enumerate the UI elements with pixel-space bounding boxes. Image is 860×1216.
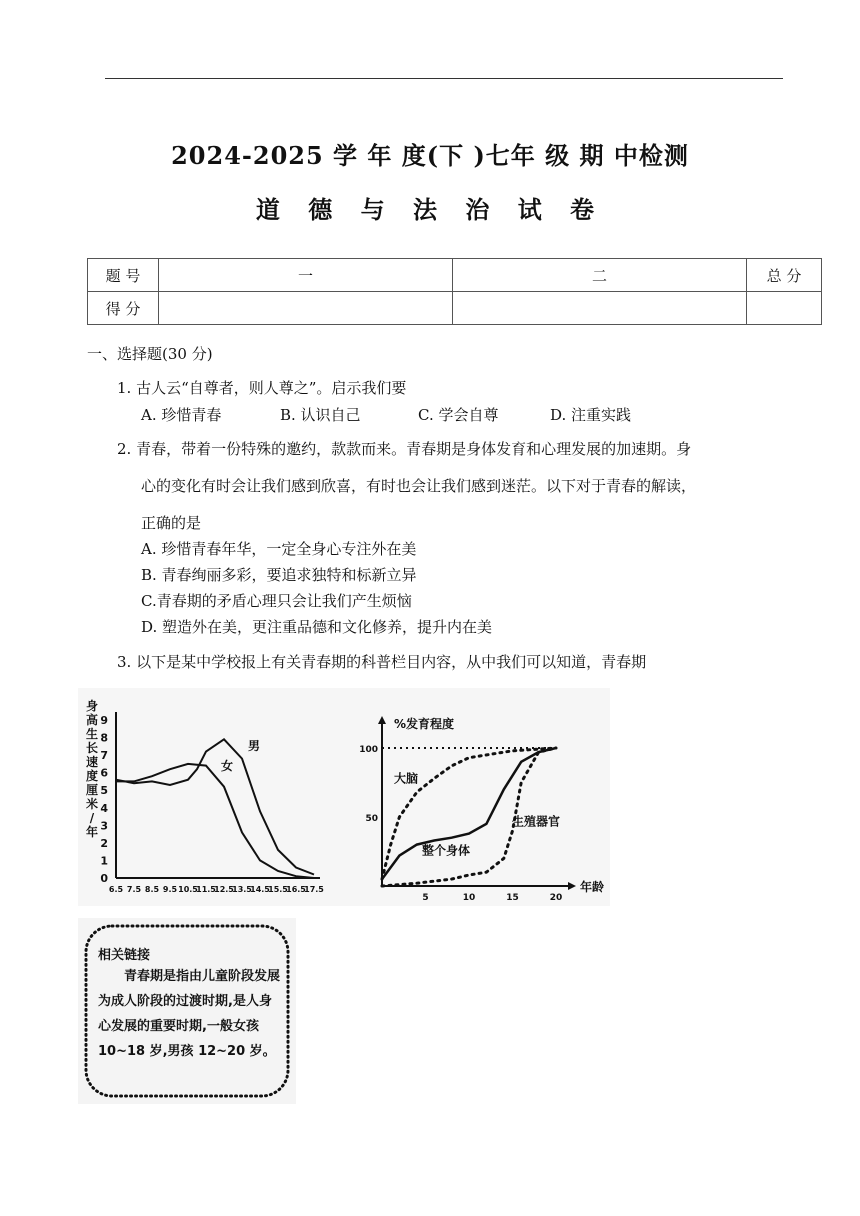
score-input-cell[interactable] <box>453 292 747 325</box>
chart1-x-tick-label: 8.5 <box>144 885 160 894</box>
question-2-option-d[interactable]: D. 塑造外在美，更注重品德和文化修养，提升内在美 <box>141 618 493 636</box>
chart1-x-tick-label: 6.5 <box>108 885 124 894</box>
question-1-option-a[interactable]: A. 珍惜青春 <box>141 406 222 424</box>
chart2-y-axis-label: %发育程度 <box>394 717 455 731</box>
chart2-y-tick-label: 50 <box>365 814 378 824</box>
question-1-option-b[interactable]: B. 认识自己 <box>280 406 361 424</box>
question-2-stem-line: 心的变化有时会让我们感到欣喜，有时也会让我们感到迷茫。以下对于青春的解读， <box>141 477 697 495</box>
chart1-series-label-male: 男 <box>248 739 261 753</box>
related-link-box <box>78 918 296 1104</box>
score-header-cell: 题 号 <box>88 259 159 292</box>
question-1-option-d[interactable]: D. 注重实践 <box>550 406 632 424</box>
score-input-cell[interactable] <box>747 292 822 325</box>
chart1-y-axis-label-char: 厘 <box>85 783 99 797</box>
chart1-x-tick-label: 7.5 <box>126 885 142 894</box>
chart1-x-tick-label: 11.5 <box>196 885 216 894</box>
chart1-y-axis-label-char: 米 <box>85 797 99 811</box>
related-link-text: 青春期是指由儿童阶段发展为成人阶段的过渡时期,是人身心发展的重要时期,一般女孩 10~18 岁,男孩 12~20 岁。 <box>98 969 281 1059</box>
chart1-y-axis-label-char: 身 <box>85 699 99 713</box>
score-header-cell: 总 分 <box>747 259 822 292</box>
score-header-cell: 二 <box>453 259 747 292</box>
chart2-x-arrow <box>568 882 576 890</box>
chart1-y-tick-label: 0 <box>100 872 108 885</box>
chart2-x-tick-label: 5 <box>422 893 429 903</box>
score-table-row <box>88 292 822 325</box>
question-2-stem-line: 2. 青春，带着一份特殊的邀约，款款而来。青春期是身体发育和心理发展的加速期。身 <box>117 440 692 458</box>
chart2-series-label-reproductive: 生殖器官 <box>512 814 561 829</box>
chart1-y-tick-label: 3 <box>100 819 108 833</box>
chart1-y-tick-label: 6 <box>100 766 108 780</box>
chart1-x-tick-label: 10.5 <box>178 885 198 894</box>
chart1-y-axis-label-char: 生 <box>85 727 99 741</box>
question-2-option-a[interactable]: A. 珍惜青春年华，一定全身心专注外在美 <box>141 540 417 558</box>
chart2-series-label-brain: 大脑 <box>394 771 419 786</box>
question-1-option-c[interactable]: C. 学会自尊 <box>418 406 499 424</box>
chart1-x-tick-label: 14.5 <box>250 885 270 894</box>
question-2-option-b[interactable]: B. 青春绚丽多彩，要追求独特和标新立异 <box>141 566 417 584</box>
section-title: 一、选择题(30 分) <box>87 345 213 363</box>
growth-charts-figure <box>78 688 610 906</box>
chart1-y-axis-label-char: 速 <box>85 755 99 769</box>
chart2-x-tick-label: 15 <box>506 893 519 903</box>
growth-charts-svg <box>78 688 610 906</box>
chart1-x-tick-label: 13.5 <box>232 885 252 894</box>
chart1-y-tick-label: 1 <box>100 854 108 868</box>
chart1-y-axis-label-char: 年 <box>85 825 99 839</box>
chart1-series-label-female: 女 <box>221 759 234 773</box>
score-label-cell: 得 分 <box>88 292 159 325</box>
chart1-y-axis-label-char: / <box>89 811 95 825</box>
chart1-x-tick-label: 17.5 <box>304 885 324 894</box>
chart1-series-line-0 <box>116 739 314 874</box>
chart1-y-tick-label: 9 <box>100 714 108 727</box>
chart1-y-tick-label: 4 <box>100 801 108 815</box>
chart1-y-tick-label: 8 <box>100 731 108 745</box>
chart1-y-axis-label-char: 长 <box>85 741 99 755</box>
score-header-cell: 一 <box>159 259 453 292</box>
score-table-row <box>88 259 822 292</box>
question-3-stem: 3. 以下是某中学校报上有关青春期的科普栏目内容，从中我们可以知道，青春期 <box>117 653 647 671</box>
chart1-x-tick-label: 9.5 <box>162 885 178 894</box>
chart2-y-tick-label: 100 <box>359 745 378 755</box>
score-table <box>87 258 822 325</box>
chart2-x-tick-label: 20 <box>549 893 563 903</box>
related-link-title: 相关链接 <box>98 948 151 963</box>
chart1-y-tick-label: 2 <box>100 836 108 850</box>
chart2-x-tick-label: 10 <box>462 893 476 903</box>
exam-title: 2024-2025 学 年 度(下 )七年 级 期 中检测 <box>171 141 689 170</box>
chart2-series-label-body: 整个身体 <box>422 843 471 858</box>
chart1-y-tick-label: 7 <box>100 749 108 763</box>
question-2-stem-line: 正确的是 <box>141 514 202 532</box>
exam-subtitle: 道 德 与 法 治 试 卷 <box>255 195 605 224</box>
chart2-y-arrow <box>378 716 386 724</box>
chart1-series-line-1 <box>116 764 314 878</box>
chart1-x-tick-label: 16.5 <box>286 885 306 894</box>
chart1-y-tick-label: 5 <box>100 784 108 798</box>
chart1-x-tick-label: 15.5 <box>268 885 288 894</box>
question-2-option-c[interactable]: C.青春期的矛盾心理只会让我们产生烦恼 <box>141 592 412 610</box>
chart2-x-axis-label: 年龄 <box>580 880 605 894</box>
score-input-cell[interactable] <box>159 292 453 325</box>
question-1-stem: 1. 古人云“自尊者，则人尊之”。启示我们要 <box>117 379 407 397</box>
header-rule <box>105 78 783 79</box>
chart1-y-axis-label-char: 度 <box>85 769 99 783</box>
chart1-y-axis-label-char: 高 <box>85 713 99 727</box>
chart1-x-tick-label: 12.5 <box>214 885 234 894</box>
